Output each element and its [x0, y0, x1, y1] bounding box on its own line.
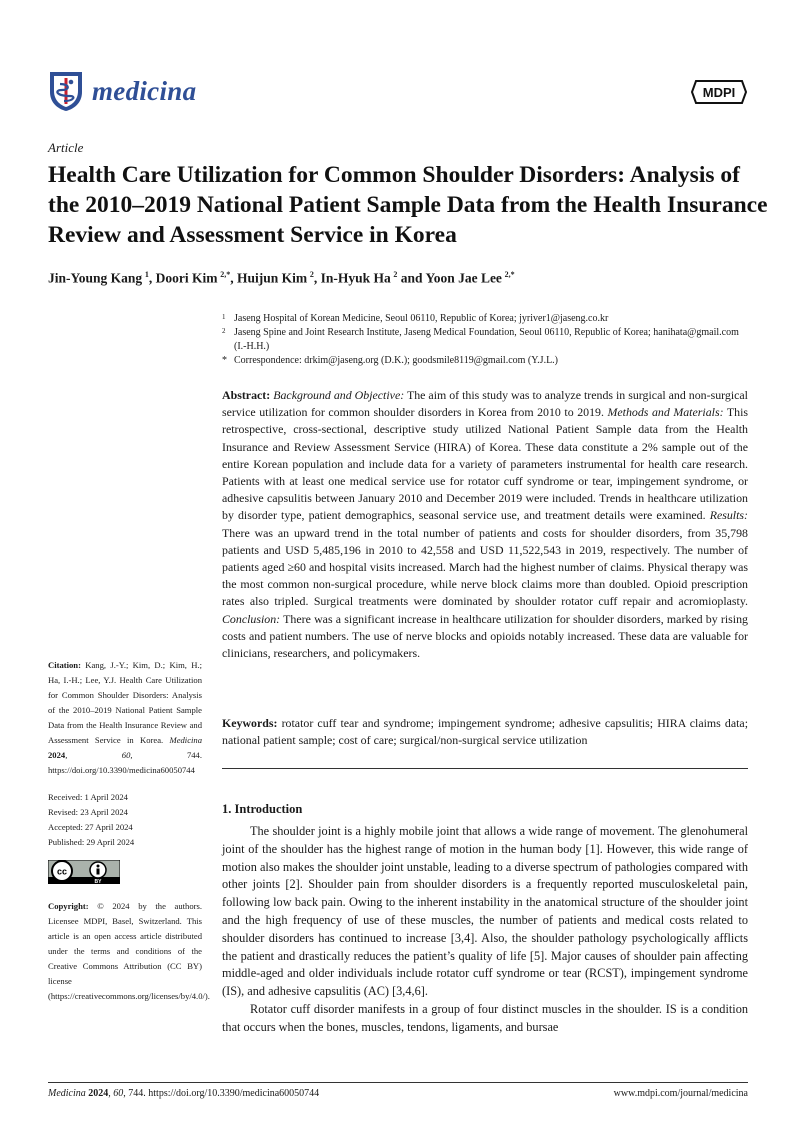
- cc-by-license-icon[interactable]: [48, 860, 120, 884]
- received-date: Received: 1 April 2024: [48, 792, 128, 802]
- publication-dates: [48, 790, 202, 850]
- svg-text:BY: BY: [94, 879, 102, 884]
- svg-text:MDPI: MDPI: [702, 85, 736, 100]
- keywords: Keywords: rotator cuff tear and syndrome; impingement syndrome; adhesive capsulitis; HIRA claims data; national patient sample; cost of care; surgical/non-surgical service utilization: [222, 716, 748, 748]
- citation-doi-link[interactable]: , 744. https://doi.org/10.3390/medicina60050744: [48, 750, 202, 775]
- footer-journal-url[interactable]: www.mdpi.com/journal/medicina: [613, 1088, 748, 1099]
- body-paragraph: Rotator cuff disorder manifests in a group of four distinct muscles in the shoulder. IS is a condition that occurs when the bones, muscles, tendons, ligaments, and bursae: [222, 1001, 748, 1034]
- section-heading: 1. Introduction: [222, 802, 303, 816]
- author-affiliation-mark: 2,*: [220, 270, 231, 279]
- correspondence: * Correspondence: drkim@jaseng.org (D.K.); goodsmile8119@gmail.com (Y.J.L.): [222, 355, 559, 366]
- author-name[interactable]: Jin-Young Kang: [48, 270, 143, 286]
- revised-date: Revised: 23 April 2024: [48, 807, 128, 817]
- author-name[interactable]: Huijun Kim: [236, 270, 308, 286]
- body-paragraph: The shoulder joint is a highly mobile joint that allows a wide range of movement. The glenohumeral joint of the shoulder has the highest range of motion in the human body [1]. However, this wide range of motion also makes the shoulder joint unstable, leading to a diverse spectrum of pathologies compared with other joints [2]. Shoulder pain from shoulder disorders is a frequently reported musculoskeletal pain, following low back pain. Owing to the inherent instability in the anatomical structure of the shoulder joint and the high frequency of use of these muscles, the number of patients and medical costs related to shoulder disorders has continued to increase [3,4]. Also, the shoulder pathology psychologically afflicts the patient and drastically reduces the patient’s quality of life [5]. Major causes of shoulder pain affecting middle-aged and older individuals include rotator cuff syndrome or tear (RCST), impingement syndrome (IS), and adhesive capsulitis (AC) [3,4,6].: [222, 824, 748, 999]
- author-name[interactable]: In-Hyuk Ha: [320, 270, 391, 286]
- copyright-notice: Copyright: © 2024 by the authors. Licensee MDPI, Basel, Switzerland. This article is an open access article distributed under the terms and conditions of the Creative Commons Attribution (CC BY) license (https://creativecommons.org/licenses/by/4.0/).: [48, 901, 210, 1001]
- journal-name[interactable]: medicina: [92, 76, 197, 106]
- published-date: Published: 29 April 2024: [48, 837, 135, 847]
- author-list: Jin-Young Kang $^1$, Doori Kim $^{2,*}$, Huijun Kim $^2$, In-Hyuk Ha $^2$ and Yoon Jae Lee $^{2,*}$: [48, 270, 515, 286]
- medicina-logo-icon: [48, 70, 84, 112]
- mdpi-logo-icon[interactable]: [690, 78, 748, 106]
- accepted-date: Accepted: 27 April 2024: [48, 822, 133, 832]
- citation: Citation: Kang, J.-Y.; Kim, D.; Kim, H.; Ha, I.-H.; Lee, Y.J. Health Care Utilization for Common Shoulder Disorders: Analysis of the 2010–2019 National Patient Sample Data from the Health Insurance Review and Assessment Service in Korea. Medicina 2024, 60, 744. https://doi.org/10.3390/medicina60050744: [48, 660, 202, 775]
- article-type-label: Article: [48, 140, 84, 155]
- introduction-section: [222, 802, 748, 1037]
- author-name[interactable]: Doori Kim: [155, 270, 218, 286]
- author-affiliation-mark: 2: [309, 270, 314, 279]
- affiliations: [222, 312, 752, 368]
- author-affiliation-mark: 1: [144, 270, 149, 279]
- affiliation-item: 2 Jaseng Spine and Joint Research Institute, Jaseng Medical Foundation, Seoul 06110, Republic of Korea; hanihata@gmail.com (I.-H.H.): [222, 327, 739, 352]
- footer-doi-link[interactable]: , 744. https://doi.org/10.3390/medicina60050744: [123, 1088, 320, 1099]
- journal-header: [48, 70, 748, 120]
- author-affiliation-mark: 2,*: [504, 270, 515, 279]
- svg-text:cc: cc: [56, 866, 68, 877]
- author-name[interactable]: Yoon Jae Lee: [425, 270, 502, 286]
- abstract: Abstract: Background and Objective: The aim of this study was to analyze trends in surgical and non-surgical service utilization for common shoulder disorders in Korea from 2010 to 2019. Methods and Materials: This retrospective, cross-sectional, descriptive study utilized National Patient Sample data from the Health Insurance and Review Assessment Service (HIRA) of Korea. These data constitute a 2% sample out of the entire Korean population and include data for a variety of parameters instrumental for health care research. Patients with at least one medical service use for rotator cuff syndrome or tear, impingement syndrome, or adhesive capsulitis between January 2010 and December 2019 were included. Trends in healthcare utilization by disorder type, patient demographics, seasonal service use, and treatment details were examined. Results: There was an upward trend in the total number of patients and costs for shoulder disorders, from 35,798 patients and USD 5,485,196 in 2010 to 42,558 and USD 11,522,543 in 2019, respectively. The number of patients aged ≥60 and hospital visits increased. March had the highest number of claims. Physical therapy was the most common non-surgical procedure, while nerve block claims more than doubled. Opioid prescription rates also tripled. Surgical treatments were dominated by shoulder rotator cuff repair and acromioplasty. Conclusion: There was a significant increase in healthcare utilization for shoulder disorders, marked by rising costs and patient numbers. The use of nerve blocks and opioids notably increased. These data are valuable for clinicians, researchers, and policymakers.: [222, 388, 749, 661]
- author-affiliation-mark: 2: [393, 270, 398, 279]
- footer-citation: Medicina 2024, 60, 744. https://doi.org/10.3390/medicina60050744: [48, 1088, 320, 1099]
- article-title: Health Care Utilization for Common Shoulder Disorders: Analysis of the 2010–2019 National Patient Sample Data from the Health Insurance Review and Assessment Service in Korea: [48, 162, 768, 248]
- affiliation-item: 1 Jaseng Hospital of Korean Medicine, Seoul 06110, Republic of Korea; jyriver1@jaseng.co.kr: [222, 313, 609, 324]
- footer-divider: [48, 1082, 748, 1083]
- section-divider: [222, 768, 748, 769]
- sidebar: [48, 658, 210, 1004]
